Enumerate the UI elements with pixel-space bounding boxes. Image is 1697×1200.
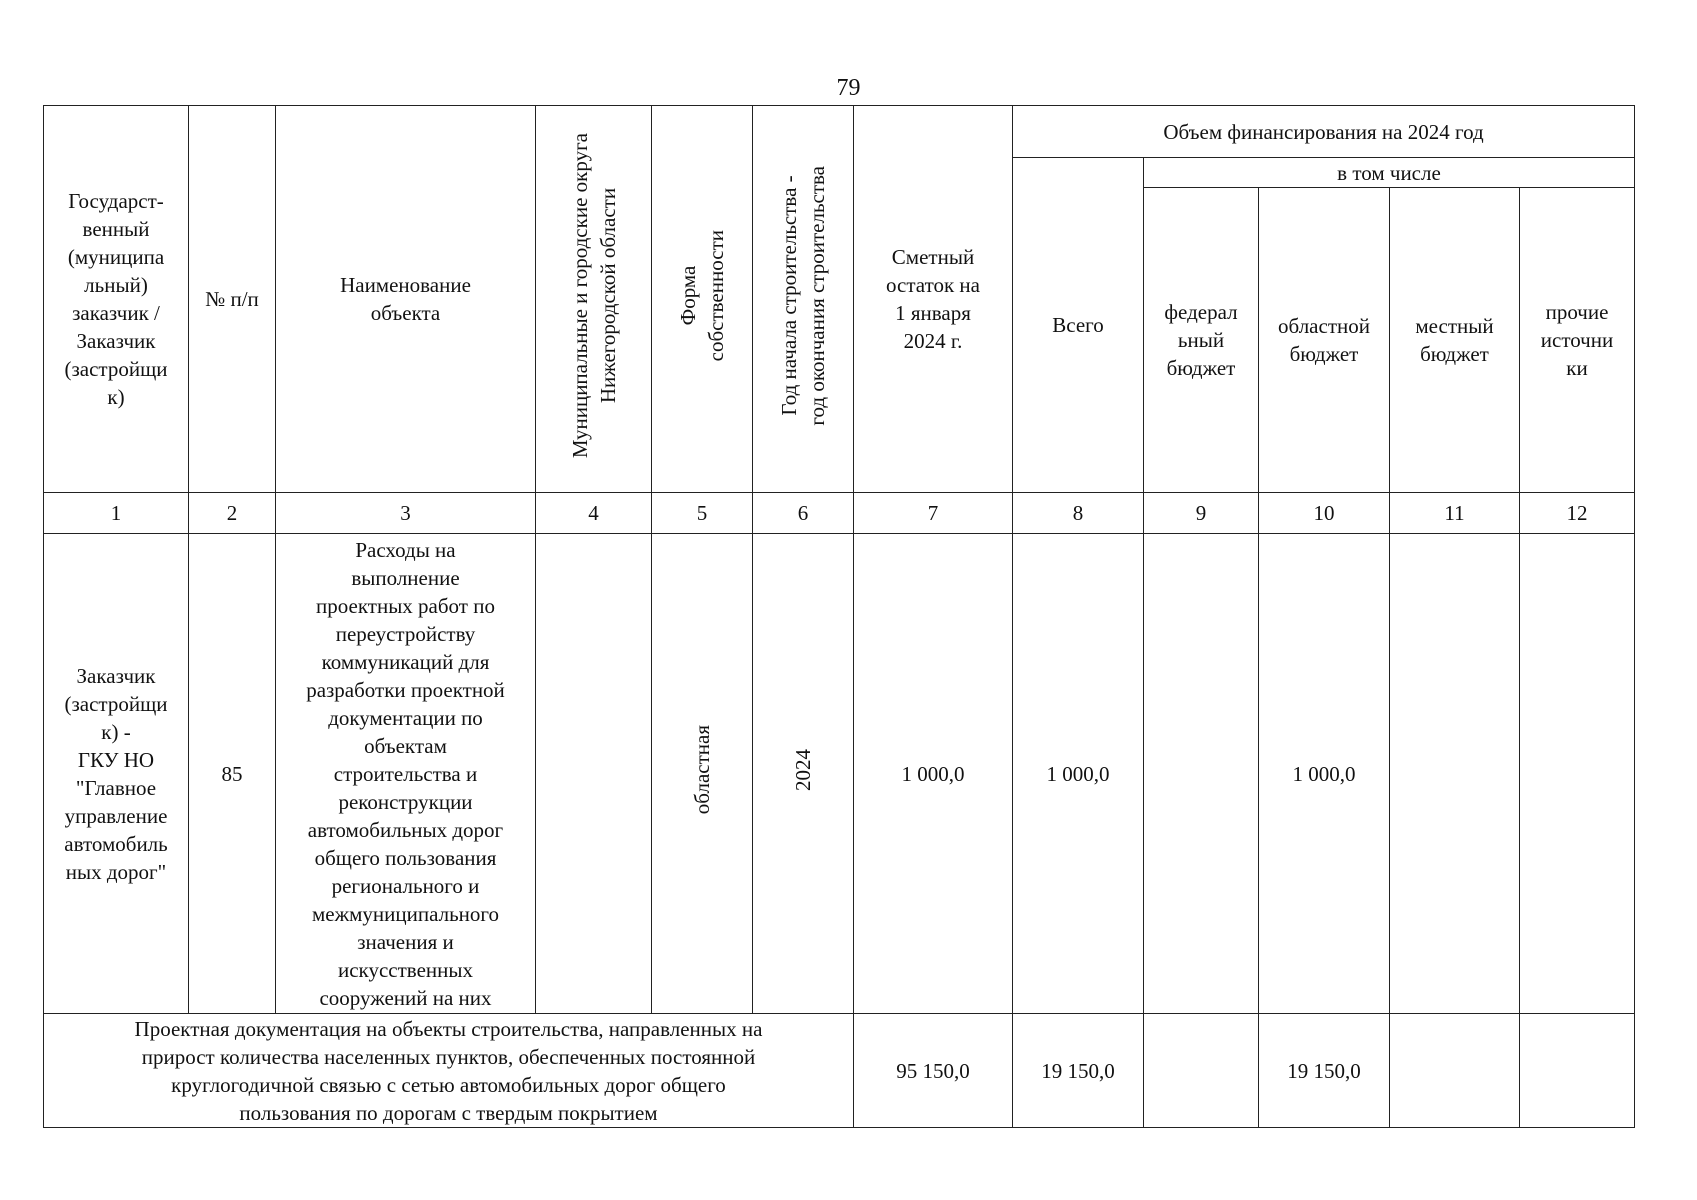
header-ownership: Форма собственности bbox=[652, 106, 753, 493]
header-regional: областной бюджет bbox=[1259, 188, 1390, 493]
summary-estimate-remainder: 95 150,0 bbox=[854, 1014, 1013, 1128]
column-number: 1 bbox=[44, 493, 189, 534]
column-number: 9 bbox=[1144, 493, 1259, 534]
page-number: 79 bbox=[836, 75, 861, 101]
summary-row bbox=[44, 1014, 1635, 1128]
regional-cell: 1 000,0 bbox=[1259, 534, 1390, 1014]
column-number: 6 bbox=[753, 493, 854, 534]
header-object-name: Наименование объекта bbox=[276, 106, 536, 493]
summary-total: 19 150,0 bbox=[1013, 1014, 1144, 1128]
district-cell bbox=[536, 534, 652, 1014]
local-cell bbox=[1390, 534, 1520, 1014]
total-cell: 1 000,0 bbox=[1013, 534, 1144, 1014]
header-years: Год начала строительства - год окончания строительства bbox=[753, 106, 854, 493]
header-including: в том числе bbox=[1144, 158, 1635, 188]
column-number: 8 bbox=[1013, 493, 1144, 534]
header-estimate-remainder: Сметный остаток на 1 января 2024 г. bbox=[854, 106, 1013, 493]
financing-table bbox=[43, 105, 1635, 1128]
header-row-1 bbox=[44, 106, 1635, 158]
summary-local bbox=[1390, 1014, 1520, 1128]
column-number: 5 bbox=[652, 493, 753, 534]
summary-other bbox=[1520, 1014, 1635, 1128]
column-number: 10 bbox=[1259, 493, 1390, 534]
header-customer: Государст- венный (муниципа льный) заказчик / Заказчик (застройщи к) bbox=[44, 106, 189, 493]
column-number: 7 bbox=[854, 493, 1013, 534]
column-number: 12 bbox=[1520, 493, 1635, 534]
header-funding-group: Объем финансирования на 2024 год bbox=[1013, 106, 1635, 158]
customer-cell: Заказчик (застройщи к) - ГКУ НО "Главное управление автомобиль ных дорог" bbox=[44, 534, 189, 1014]
column-number: 2 bbox=[189, 493, 276, 534]
years-cell: 2024 bbox=[753, 534, 854, 1014]
summary-regional: 19 150,0 bbox=[1259, 1014, 1390, 1128]
header-municipalities: Муниципальные и городские округа Нижегородской области bbox=[536, 106, 652, 493]
summary-text-cell: Проектная документация на объекты строительства, направленных на прирост количества населенных пунктов, обеспеченных постоянной круглогодичной связью с сетью автомобильных дорог общего пользования по дорогам с твердым покрытием bbox=[44, 1014, 854, 1128]
summary-federal bbox=[1144, 1014, 1259, 1128]
header-local: местный бюджет bbox=[1390, 188, 1520, 493]
estimate-remainder-cell: 1 000,0 bbox=[854, 534, 1013, 1014]
header-federal: федерал ьный бюджет bbox=[1144, 188, 1259, 493]
object-name-cell: Расходы на выполнение проектных работ по переустройству коммуникаций для разработки проектной документации по объектам строительства и реконструкции автомобильных дорог общего пользования регионального и межмуниципального значения и искусственных сооружений на них bbox=[276, 534, 536, 1014]
federal-cell bbox=[1144, 534, 1259, 1014]
column-number: 11 bbox=[1390, 493, 1520, 534]
other-cell bbox=[1520, 534, 1635, 1014]
header-total: Всего bbox=[1013, 158, 1144, 493]
table-row bbox=[44, 534, 1635, 1014]
ownership-cell: областная bbox=[652, 534, 753, 1014]
column-number: 4 bbox=[536, 493, 652, 534]
header-other: прочие источни ки bbox=[1520, 188, 1635, 493]
header-number: № п/п bbox=[189, 106, 276, 493]
column-numbers-row bbox=[44, 493, 1635, 534]
row-number-cell: 85 bbox=[189, 534, 276, 1014]
column-number: 3 bbox=[276, 493, 536, 534]
